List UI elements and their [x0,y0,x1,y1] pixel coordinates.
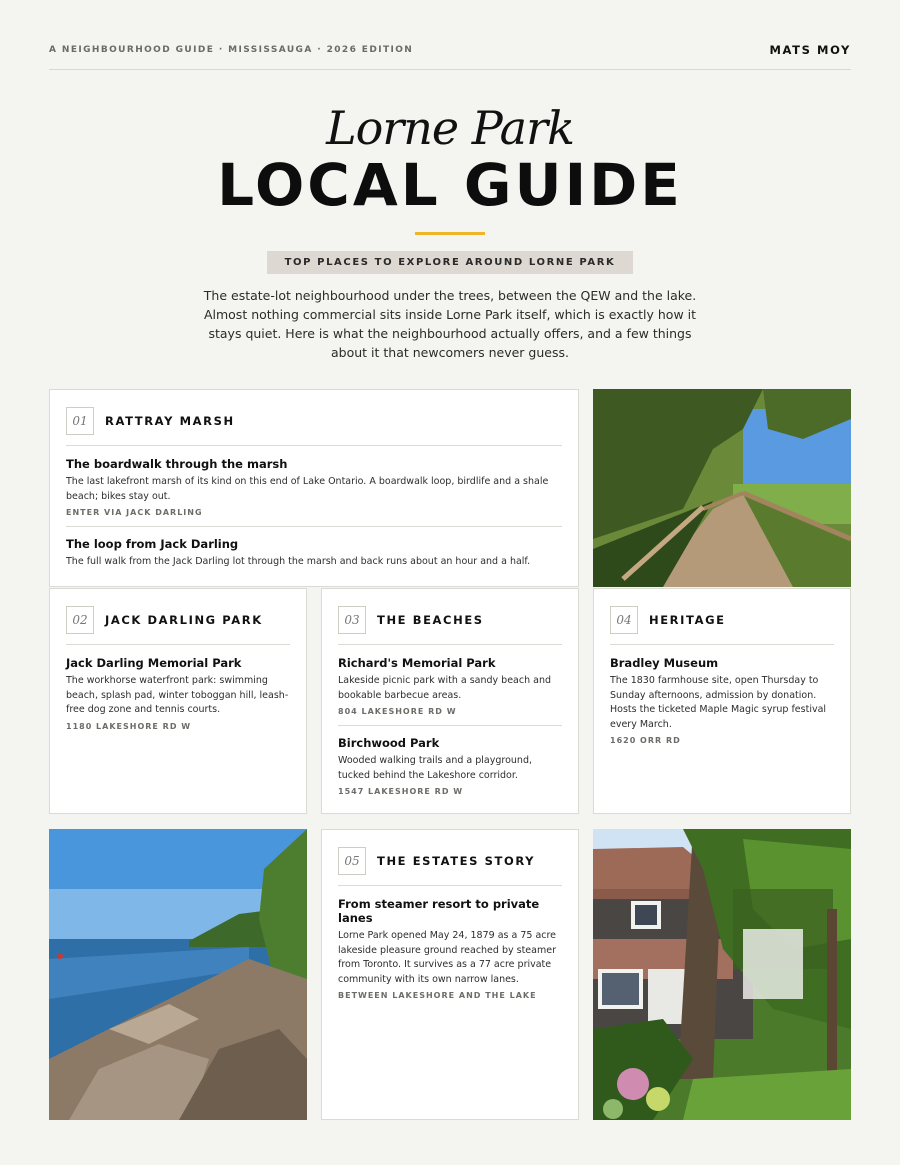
section-header [338,604,562,645]
place-description: The 1830 farmhouse site, open Thursday to Sunday afternoons, admission by donation. Hosts the ticketed Maple Magic syrup festival every March. [610,675,827,730]
main-title: LOCAL GUIDE [217,151,683,219]
section-card-heritage [593,588,851,814]
place-address: 1180 LAKESHORE RD W [66,721,192,731]
section-card-the-estates-story [321,829,579,1120]
place-name: The loop from Jack Darling [66,537,239,551]
script-title: Lorne Park [326,101,574,155]
place-description: The full walk from the Jack Darling lot through the marsh and back runs about an hour and a half. [66,556,531,567]
place-name: The boardwalk through the marsh [66,457,288,471]
place-address: 1620 ORR RD [610,736,681,745]
edition-label: A NEIGHBOURHOOD GUIDE · MISSISSAUGA · 2026 EDITION [49,45,414,55]
section-title: HERITAGE [649,613,726,627]
section-title: JACK DARLING PARK [105,613,263,627]
place-name: Bradley Museum [610,656,719,670]
section-card-rattray-marsh [49,389,579,587]
place-description: The workhorse waterfront park: swimming beach, splash pad, winter toboggan hill, leash-free dog zone and tennis courts. [66,675,289,715]
lakeshore-photo [49,829,307,1120]
intro-text: The estate-lot neighbourhood under the trees, between the QEW and the lake. Almost nothing commercial sits inside Lorne Park itself, which is exactly how it stays quiet. Here is what the neighbourhood actually offers, and a few things about it that newcomers never guess. [203,288,697,360]
list-item [610,656,834,754]
section-header [610,604,834,645]
accent-rule [415,232,485,235]
section-card-the-beaches [321,588,579,814]
section-number: 01 [66,407,94,435]
section-number: 02 [66,606,94,634]
list-item [338,725,562,805]
place-description: Lakeside picnic park with a sandy beach and bookable barbecue areas. [338,675,551,701]
place-description: The last lakefront marsh of its kind on this end of Lake Ontario. A boardwalk loop, birdlife and a shale beach; bikes stay out. [66,476,549,502]
section-title: THE ESTATES STORY [377,854,536,868]
place-description: Wooded walking trails and a playground, tucked behind the Lakeshore corridor. [338,755,533,781]
place-name: Richard's Memorial Park [338,656,496,670]
section-header [338,845,562,886]
heritage-house-photo [593,829,851,1120]
list-item [66,656,290,740]
section-header [66,604,290,645]
section-title: THE BEACHES [377,613,484,627]
place-name: Jack Darling Memorial Park [66,656,242,670]
section-number: 04 [610,606,638,634]
place-description: Lorne Park opened May 24, 1879 as a 75 acre lakeside pleasure ground reached by steamer from Toronto. It survives as a 77 acre private community with its own narrow lanes. [338,930,557,985]
author-name: MATS MOY [769,43,851,57]
top-bar [49,40,851,70]
section-title: RATTRAY MARSH [105,414,235,428]
place-address: BETWEEN LAKESHORE AND THE LAKE [338,991,537,1000]
place-address: ENTER VIA JACK DARLING [66,508,203,517]
section-header [66,405,562,446]
list-item [338,897,562,1009]
section-card-jack-darling-park [49,588,307,814]
list-item [66,526,562,579]
boardwalk-photo [593,389,851,587]
section-number: 03 [338,606,366,634]
place-address: 804 LAKESHORE RD W [338,707,457,716]
subtitle-badge: TOP PLACES TO EXPLORE AROUND LORNE PARK [267,251,634,274]
section-number: 05 [338,847,366,875]
place-name: Birchwood Park [338,736,440,750]
place-address: 1547 LAKESHORE RD W [338,787,464,796]
list-item [66,457,562,526]
list-item [338,656,562,725]
hero [0,95,900,362]
place-name: From steamer resort to private lanes [338,897,540,925]
